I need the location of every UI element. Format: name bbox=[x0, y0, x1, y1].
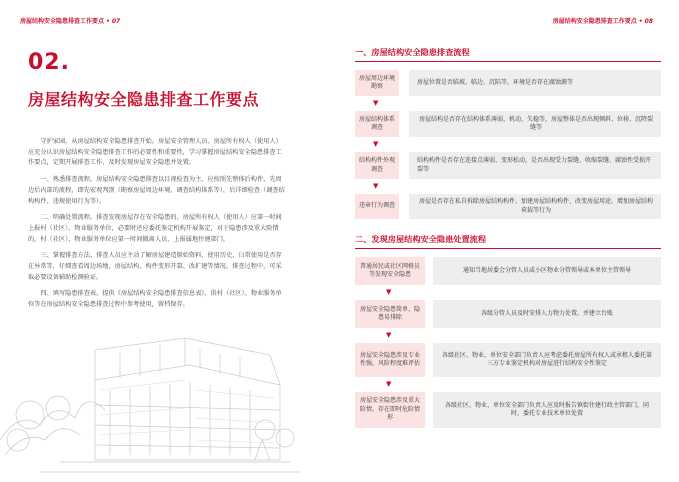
down-arrow-icon: ▼ bbox=[386, 380, 392, 388]
step-label: 房屋结构体系调查 bbox=[355, 111, 399, 137]
step-label: 房屋安全隐患涉及专业性强，风险程度难评估 bbox=[355, 343, 425, 377]
inspection-step-2 bbox=[355, 111, 661, 137]
handling-step-1 bbox=[355, 257, 661, 285]
down-arrow-icon: ▼ bbox=[373, 182, 379, 190]
step-label: 房屋安全隐患涉及重大险情，存在即时危险情形 bbox=[355, 392, 425, 428]
down-arrow-icon: ▼ bbox=[373, 140, 379, 148]
step-label: 普通居民或社区网格员等发现安全隐患 bbox=[355, 257, 425, 285]
step-description: 各级社区、物业、单位安全部门负责人应及时报告镇街住建行政主管部门，同时，委托专业技术单位处置 bbox=[433, 392, 661, 428]
header-separator-dot: • bbox=[638, 18, 643, 25]
down-arrow-icon: ▼ bbox=[386, 331, 392, 339]
handling-step-3 bbox=[355, 343, 661, 377]
right-page bbox=[339, 0, 679, 482]
building-sketch-illustration bbox=[0, 290, 300, 482]
paragraph-intro: 守护家园，从房屋结构安全隐患排查开始。房屋安全管理人员、房屋所有权人（使用人）应充分认识房屋结构安全隐患排查工作的必要性和重要性，学习掌握房屋结构安全隐患排查工作要点，定期开展排查工作，及时发现房屋安全隐患并处置。 bbox=[28, 138, 282, 167]
step-description: 各级分管人员及时安排人力物力处置，并建立台账 bbox=[433, 300, 661, 328]
section-2-title: 二、发现房屋结构安全隐患处置流程 bbox=[355, 234, 487, 244]
step-description: 房屋是否存在私自拆除房屋结构构件、加建房屋结构构件、改变房屋用途、增加房屋结构荷载等行为 bbox=[409, 194, 661, 219]
step-description: 各级社区、物业、单位安全部门负责人应考虑委托房屋所有权人或承租人委托第三方专业鉴定机构对房屋进行结构安全性鉴定 bbox=[433, 343, 661, 377]
right-page-header bbox=[553, 16, 653, 25]
down-arrow-icon: ▼ bbox=[373, 99, 379, 107]
paragraph-4: 四、填写隐患排查表。提供《房屋结构安全隐患排查信息表》，供村（社区）、物业服务单位等在房屋结构安全隐患排查过程中参考使用，留档保存。 bbox=[28, 290, 282, 309]
right-header-title: 房屋结构安全隐患排查工作要点 bbox=[552, 18, 637, 25]
left-page-number: 07 bbox=[111, 18, 121, 25]
left-header-title: 房屋结构安全隐患排查工作要点 bbox=[20, 18, 105, 25]
inspection-step-1 bbox=[355, 70, 661, 96]
step-label: 违章行为调查 bbox=[355, 194, 399, 219]
right-page-number: 08 bbox=[644, 18, 653, 25]
page-title: 房屋结构安全隐患排查工作要点 bbox=[28, 90, 260, 109]
section-1-divider bbox=[355, 61, 661, 62]
step-description: 结构构件是否存在连接点薄弱、变形松动，是否出现受力裂缝、收缩裂缝、腐蚀性受损开裂等 bbox=[409, 152, 661, 179]
paragraph-3: 三、掌握排查方法。排查人员应主动了解房屋建造原始资料、使用历史、日常使用是否存在异常等，仔细查看周边场地、房屋结构、构件变形开裂、改扩建等情况。排查过程中，可采取必要设备辅助检测验证。 bbox=[28, 252, 282, 281]
handling-step-4 bbox=[355, 392, 661, 428]
section-2-divider bbox=[355, 248, 661, 249]
paragraph-2: 二、明确处置流程。排查发现房屋存在安全隐患的，房屋所有权人（使用人）应第一时间上报村（社区）、物业服务单位，必要时还应委托鉴定机构开展鉴定，对于隐患涉及重大险情的，村（社区）、物业服务单位应第一时间撤离人员、上报属地住建部门。 bbox=[28, 214, 282, 243]
step-description: 通知当地居委会分管人员或小区物业分管领导或本单位主管领导 bbox=[433, 257, 661, 285]
down-arrow-icon: ▼ bbox=[386, 288, 392, 296]
step-label: 结构构件外观调查 bbox=[355, 152, 399, 179]
left-page-header bbox=[20, 16, 120, 25]
paragraph-1: 一、熟悉排查流程。房屋结构安全隐患排查以目视检查为主，应按照先整体后构件、先周边后内部的流程，即先宏观判别（勘察房屋周边环境、调查结构体系等），后详细检查（调查结构构件、违规使用行为等）。 bbox=[28, 176, 285, 205]
inspection-step-4 bbox=[355, 194, 661, 219]
step-description: 房屋位置是否临坡、临边、沉陷等，环境是否存在腐蚀源等 bbox=[409, 70, 661, 96]
step-label: 房屋周边环境勘察 bbox=[355, 70, 399, 96]
section-1-title: 一、房屋结构安全隐患排查流程 bbox=[355, 47, 470, 57]
left-page bbox=[0, 0, 339, 482]
step-description: 房屋结构是否存在结构体系薄弱、机动、失稳等，房屋整体是否出现倾斜、位移、沉降裂缝等 bbox=[409, 111, 661, 137]
header-separator-dot: • bbox=[106, 18, 110, 25]
handling-step-2 bbox=[355, 300, 661, 328]
inspection-step-3 bbox=[355, 152, 661, 179]
section-number: 02. bbox=[28, 50, 70, 75]
step-label: 房屋安全隐患简单、隐患易排除 bbox=[355, 300, 425, 328]
